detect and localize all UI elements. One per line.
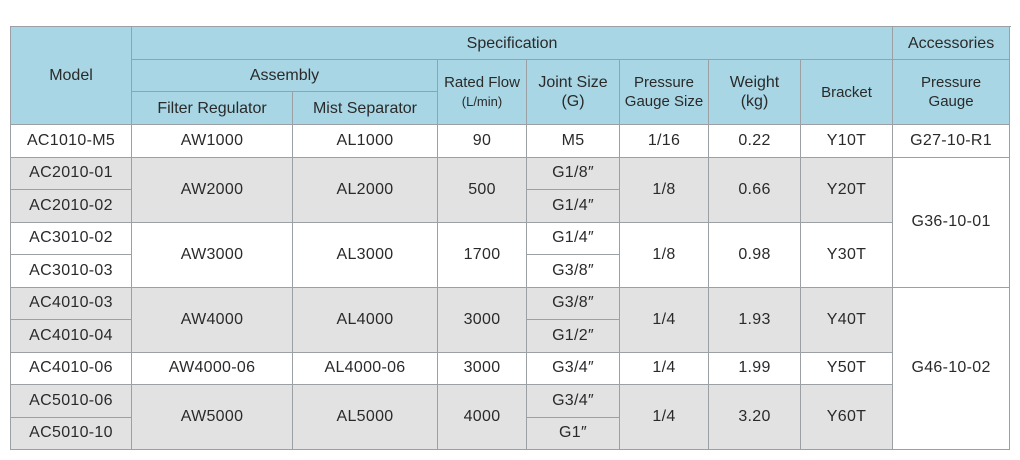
joint-size-cell: G3/8″ [527,287,620,320]
mist-separator-header: Mist Separator [293,92,438,125]
bracket-header: Bracket [801,60,893,125]
filter-regulator-header: Filter Regulator [132,92,293,125]
joint-size-cell: G1/8″ [527,157,620,190]
model-cell: AC4010-06 [11,352,132,385]
weight-label: Weight [729,74,780,91]
model-cell: AC3010-03 [11,255,132,288]
bracket-cell: Y20T [801,157,893,222]
pressure-gauge-line1: Pressure [921,74,982,91]
joint-size-cell: G1/2″ [527,320,620,353]
joint-size-unit: (G) [561,93,585,110]
pressure-gauge-cell: G46-10-02 [893,287,1010,450]
model-cell: AC4010-04 [11,320,132,353]
specification-table [10,26,1010,450]
gauge-size-cell: 1/16 [620,125,709,158]
mist-separator-cell: AL4000-06 [293,352,438,385]
rated-flow-cell: 3000 [438,287,527,352]
rated-flow-label: Rated Flow [444,74,520,91]
table-row [11,352,1010,385]
filter-regulator-cell: AW4000-06 [132,352,293,385]
rated-flow-cell: 500 [438,157,527,222]
model-cell: AC3010-02 [11,222,132,255]
bracket-cell: Y30T [801,222,893,287]
model-cell: AC2010-01 [11,157,132,190]
gauge-size-cell: 1/8 [620,157,709,222]
mist-separator-cell: AL2000 [293,157,438,222]
filter-regulator-cell: AW2000 [132,157,293,222]
rated-flow-cell: 1700 [438,222,527,287]
gauge-size-cell: 1/4 [620,287,709,352]
model-cell: AC2010-02 [11,190,132,223]
rated-flow-cell: 90 [438,125,527,158]
weight-header [709,60,801,125]
bracket-cell: Y40T [801,287,893,352]
rated-flow-header [438,60,527,125]
rated-flow-cell: 4000 [438,385,527,450]
mist-separator-cell: AL1000 [293,125,438,158]
bracket-cell: Y10T [801,125,893,158]
gauge-size-cell: 1/8 [620,222,709,287]
joint-size-cell: G3/4″ [527,385,620,418]
pressure-gauge-size-header [620,60,709,125]
accessories-header: Accessories [893,27,1010,60]
filter-regulator-cell: AW5000 [132,385,293,450]
filter-regulator-cell: AW3000 [132,222,293,287]
filter-regulator-cell: AW1000 [132,125,293,158]
gauge-size-cell: 1/4 [620,385,709,450]
weight-cell: 0.66 [709,157,801,222]
pressure-gauge-cell: G27-10-R1 [893,125,1010,158]
model-cell: AC1010-M5 [11,125,132,158]
weight-unit: (kg) [740,93,769,110]
rated-flow-cell: 3000 [438,352,527,385]
joint-size-cell: G3/8″ [527,255,620,288]
mist-separator-cell: AL4000 [293,287,438,352]
joint-size-header [527,60,620,125]
model-cell: AC5010-10 [11,417,132,450]
table-row [11,157,1010,190]
table-row [11,125,1010,158]
rated-flow-unit: (L/min) [461,94,503,109]
weight-cell: 3.20 [709,385,801,450]
pressure-gauge-size-line1: Pressure [633,74,695,91]
pressure-gauge-line2: Gauge [928,93,974,110]
gauge-size-cell: 1/4 [620,352,709,385]
assembly-header: Assembly [132,60,438,92]
joint-size-cell: M5 [527,125,620,158]
table-row [11,287,1010,320]
table-row [11,222,1010,255]
joint-size-cell: G3/4″ [527,352,620,385]
model-cell: AC5010-06 [11,385,132,418]
mist-separator-cell: AL5000 [293,385,438,450]
joint-size-label: Joint Size [538,74,608,91]
model-header: Model [11,27,132,125]
joint-size-cell: G1/4″ [527,222,620,255]
mist-separator-cell: AL3000 [293,222,438,287]
pressure-gauge-header [893,60,1010,125]
joint-size-cell: G1/4″ [527,190,620,223]
bracket-cell: Y60T [801,385,893,450]
weight-cell: 0.22 [709,125,801,158]
pressure-gauge-size-line2: Gauge Size [624,93,704,110]
pressure-gauge-cell: G36-10-01 [893,157,1010,287]
weight-cell: 0.98 [709,222,801,287]
weight-cell: 1.93 [709,287,801,352]
table-row [11,385,1010,418]
bracket-cell: Y50T [801,352,893,385]
joint-size-cell: G1″ [527,417,620,450]
specification-header: Specification [132,27,893,60]
weight-cell: 1.99 [709,352,801,385]
filter-regulator-cell: AW4000 [132,287,293,352]
model-cell: AC4010-03 [11,287,132,320]
